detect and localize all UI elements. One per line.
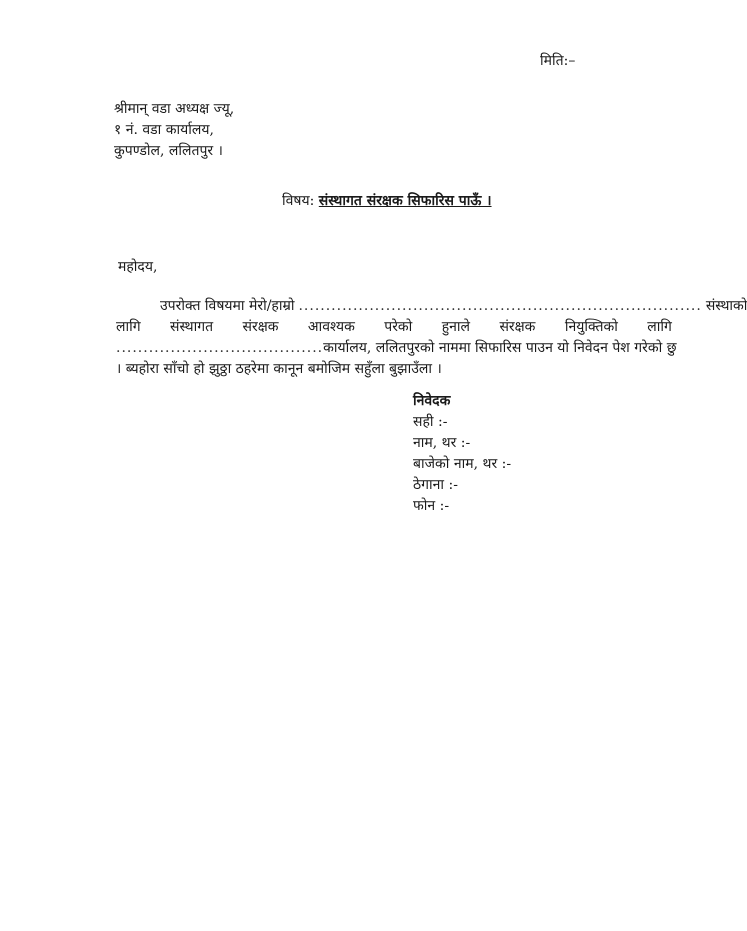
address-field: ठेगाना :- xyxy=(413,477,458,493)
body-row-4 xyxy=(116,359,672,380)
body-row4-text: । ब्यहोरा साँचो हो झुठ्ठा ठहरेमा कानून बमोजिम सहुँला बुझाउँला । xyxy=(116,361,442,377)
body-word: लागि xyxy=(116,319,141,335)
applicant-heading: निवेदक xyxy=(413,393,451,409)
body-row-1 xyxy=(116,296,747,317)
applicant-block xyxy=(413,391,511,517)
body-word: हुनाले xyxy=(441,319,471,335)
grandfather-name-field: बाजेको नाम, थर :- xyxy=(413,456,512,472)
body-word: संस्थागत xyxy=(170,319,214,335)
recipient-title: श्रीमान् वडा अध्यक्ष ज्यू, xyxy=(114,101,235,117)
salutation: महोदय, xyxy=(118,259,158,275)
name-field: नाम, थर :- xyxy=(413,435,471,451)
body-row1-end: संस्थाको xyxy=(705,298,747,314)
phone-field: फोन :- xyxy=(413,498,450,514)
date-label: मिति:– xyxy=(540,53,576,69)
body-word: परेको xyxy=(384,319,413,335)
body-row1-start: उपरोक्त विषयमा मेरो/हाम्रो xyxy=(160,298,295,314)
body-row3-text: कार्यालय, ललितपुरको नाममा सिफारिस पाउन यो निवेदन पेश गरेको छु xyxy=(323,340,677,356)
recipient-office: १ नं. वडा कार्यालय, xyxy=(114,122,214,138)
body-paragraph xyxy=(116,296,747,380)
recipient-location: कुपण्डोल, ललितपुर । xyxy=(114,143,223,159)
body-word: लागि xyxy=(647,319,672,335)
blank-office-name: ...................................... xyxy=(116,340,324,356)
body-word: नियुक्तिको xyxy=(564,319,618,335)
subject-text: संस्थागत संरक्षक सिफारिस पाऊँ । xyxy=(318,193,492,209)
body-word: संरक्षक xyxy=(242,319,279,335)
signature-field: सही :- xyxy=(413,414,448,430)
body-word: संरक्षक xyxy=(499,319,536,335)
body-row-3 xyxy=(116,338,677,359)
subject-label: विषय: xyxy=(282,193,315,209)
body-row-2 xyxy=(116,317,672,338)
subject-line xyxy=(282,192,492,210)
body-word: आवश्यक xyxy=(307,319,355,335)
blank-organization-name: .......................................................................... xyxy=(298,298,702,314)
